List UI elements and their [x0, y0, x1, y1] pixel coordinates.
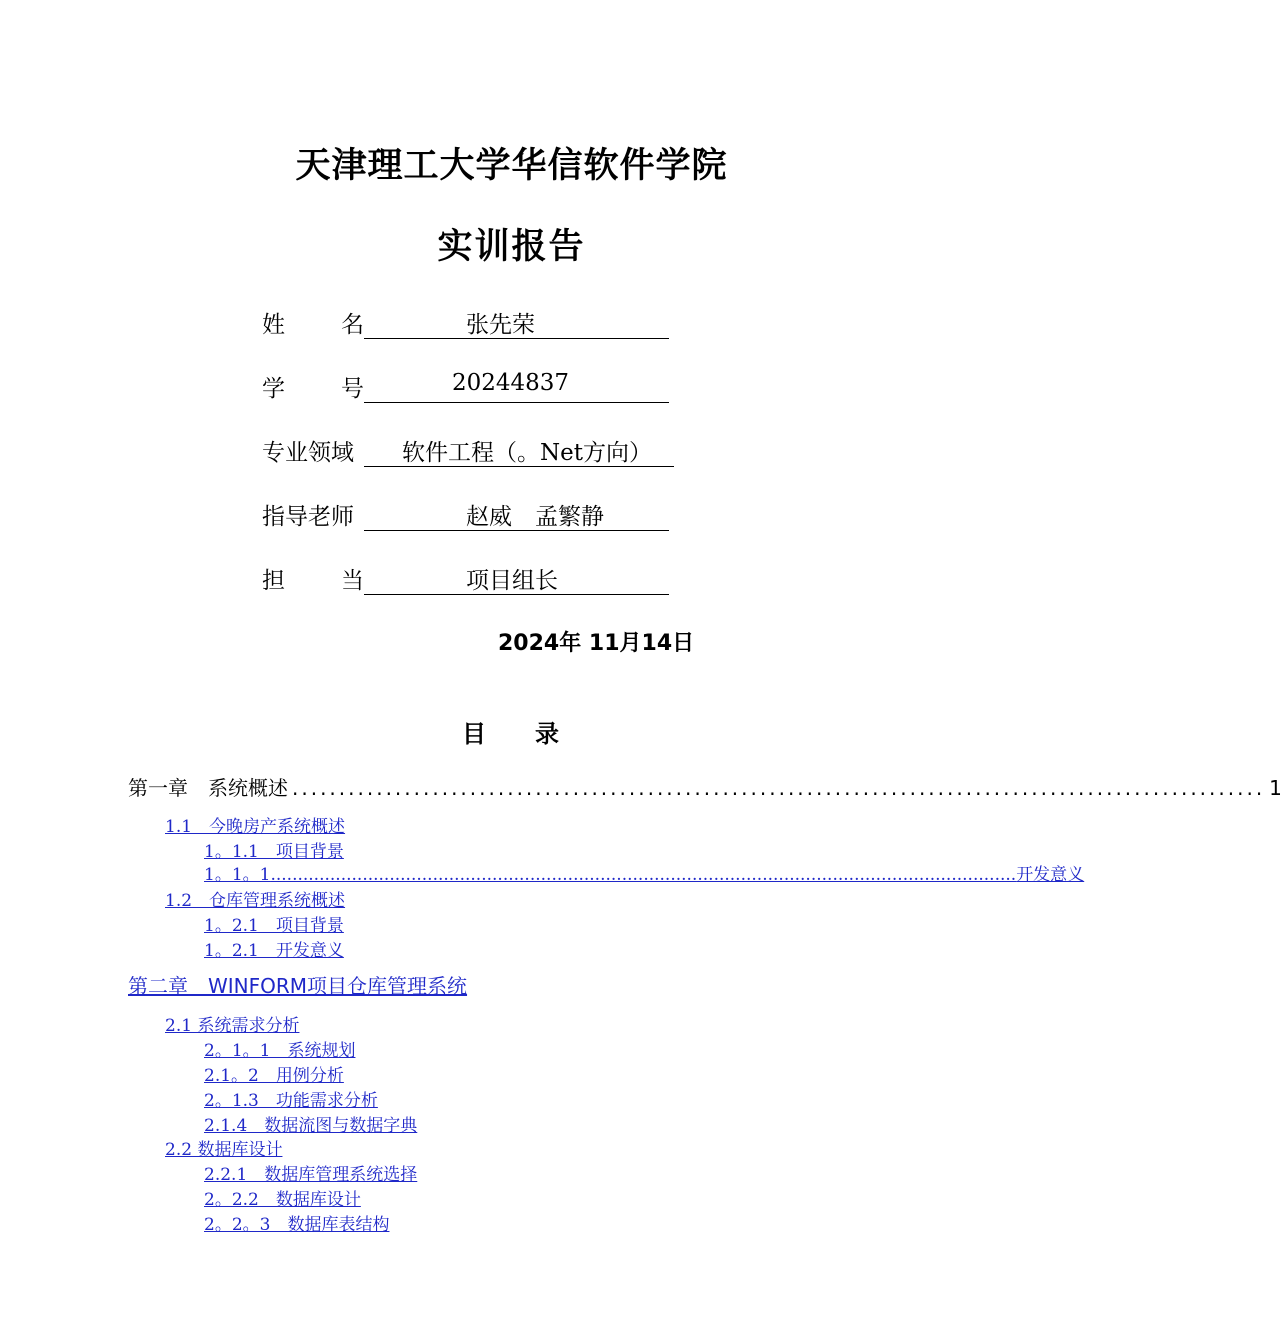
field-student-id: [262, 370, 672, 404]
toc-item-dotted-trail: 开发意义: [1016, 865, 1085, 885]
toc-item[interactable]: 1。2.1 项目背景: [204, 916, 344, 936]
toc-item[interactable]: 2。2。3 数据库表结构: [204, 1215, 390, 1235]
toc-item-dotted[interactable]: [204, 860, 1085, 885]
toc-heading: 目 录: [462, 720, 560, 748]
field-name-label: 姓 名: [262, 312, 364, 338]
toc-item[interactable]: 2.2 数据库设计: [165, 1140, 283, 1160]
field-role-value: 项目组长: [466, 568, 558, 594]
toc-item[interactable]: 2.1 系统需求分析: [165, 1016, 300, 1036]
toc-item[interactable]: 1.2 仓库管理系统概述: [165, 891, 346, 911]
field-major: [262, 434, 677, 468]
field-major-label: 专业领域: [262, 440, 354, 466]
toc-item[interactable]: 2.1.4 数据流图与数据字典: [204, 1116, 418, 1136]
report-date: 2024年 11月14日: [498, 631, 695, 656]
toc-dot-leader: ........................................................................................................: [292, 776, 1266, 800]
field-advisor-value: 赵威 孟繁静: [466, 504, 604, 530]
toc-item[interactable]: 1.1 今晚房产系统概述: [165, 817, 346, 837]
school-title: 天津理工大学华信软件学院: [295, 145, 728, 186]
toc-chapter-1[interactable]: [128, 772, 1282, 801]
toc-item[interactable]: 2。2.2 数据库设计: [204, 1190, 361, 1210]
field-advisor-label: 指导老师: [262, 504, 354, 530]
field-role-label: 担 当: [262, 568, 364, 594]
toc-item[interactable]: 2。1.3 功能需求分析: [204, 1091, 378, 1111]
report-title: 实训报告: [437, 226, 586, 267]
field-role: [262, 562, 672, 596]
toc-item[interactable]: 2.1。2 用例分析: [204, 1066, 344, 1086]
toc-item[interactable]: 1。2.1 开发意义: [204, 941, 344, 961]
toc-item-dotted-label: 1。1。1: [204, 865, 271, 885]
field-name: [262, 306, 672, 340]
toc-dot-leader: ..........................................................................................................................................: [270, 865, 1017, 885]
field-name-value: 张先荣: [466, 312, 535, 338]
toc-chapter-1-label: 第一章 系统概述: [128, 776, 288, 800]
toc-chapter-2[interactable]: 第二章 WINFORM项目仓库管理系统: [128, 974, 468, 998]
toc-item[interactable]: 2。1。1 系统规划: [204, 1041, 356, 1061]
field-major-value: 软件工程（。Net方向）: [402, 440, 652, 466]
field-advisor: [262, 498, 672, 532]
field-student-id-label: 学 号: [262, 376, 364, 402]
field-student-id-value: 20244837: [452, 370, 570, 396]
toc-chapter-1-page: 1: [1269, 776, 1282, 800]
toc-item[interactable]: 2.2.1 数据库管理系统选择: [204, 1165, 418, 1185]
toc-item[interactable]: 1。1.1 项目背景: [204, 842, 344, 862]
